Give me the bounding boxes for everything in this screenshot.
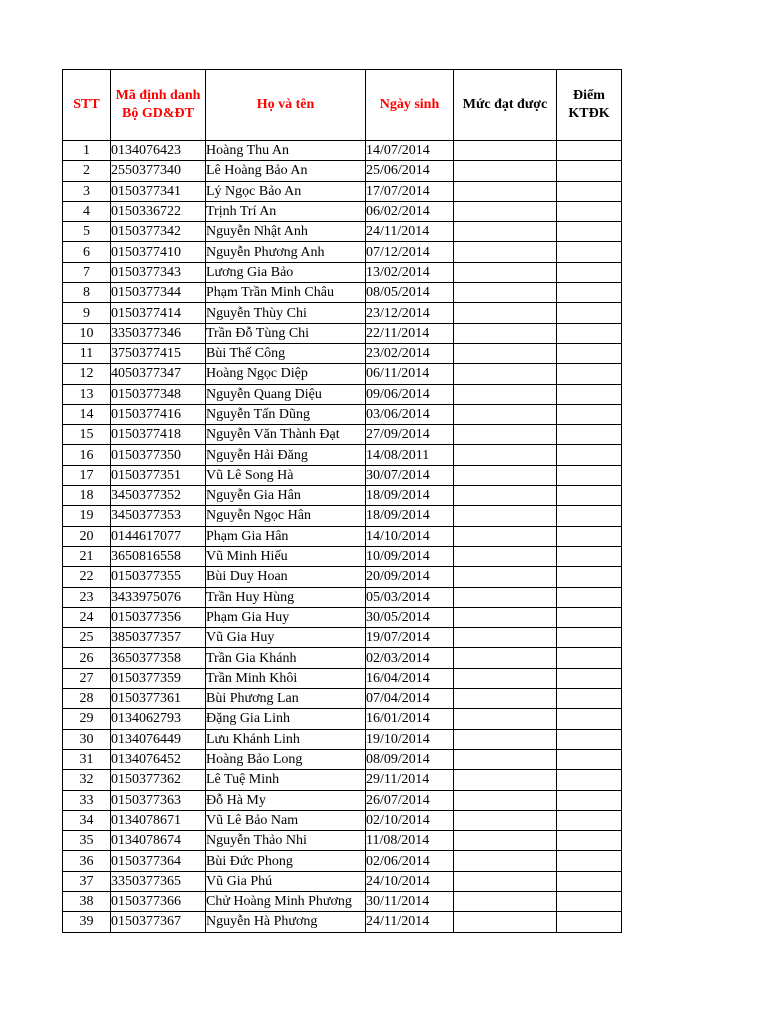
row-achievement-level-cell[interactable]: [454, 486, 557, 506]
row-full-name: Lê Hoàng Bảo An: [206, 161, 366, 181]
row-achievement-level-cell[interactable]: [454, 790, 557, 810]
row-full-name: Nguyễn Phương Anh: [206, 242, 366, 262]
row-full-name: Bùi Thế Công: [206, 343, 366, 363]
row-birth-date: 09/06/2014: [366, 384, 454, 404]
table-row: [63, 709, 622, 729]
row-stt: 21: [63, 546, 111, 566]
row-stt: 28: [63, 689, 111, 709]
row-score-cell[interactable]: [557, 912, 622, 932]
row-birth-date: 14/07/2014: [366, 141, 454, 161]
row-stt: 20: [63, 526, 111, 546]
row-stt: 22: [63, 567, 111, 587]
row-achievement-level-cell[interactable]: [454, 810, 557, 830]
row-stt: 30: [63, 729, 111, 749]
row-student-id: 0134078674: [111, 831, 206, 851]
row-stt: 33: [63, 790, 111, 810]
table-row: [63, 201, 622, 221]
row-achievement-level-cell[interactable]: [454, 242, 557, 262]
row-birth-date: 29/11/2014: [366, 770, 454, 790]
row-birth-date: 02/10/2014: [366, 810, 454, 830]
row-student-id: 0150377344: [111, 283, 206, 303]
table-row: [63, 628, 622, 648]
row-student-id: 3450377353: [111, 506, 206, 526]
row-stt: 3: [63, 181, 111, 201]
row-birth-date: 02/06/2014: [366, 851, 454, 871]
row-score-cell[interactable]: [557, 709, 622, 729]
row-achievement-level-cell[interactable]: [454, 689, 557, 709]
row-birth-date: 24/11/2014: [366, 222, 454, 242]
row-achievement-level-cell[interactable]: [454, 749, 557, 769]
table-row: [63, 749, 622, 769]
table-row: [63, 323, 622, 343]
row-student-id: 0150377343: [111, 262, 206, 282]
table-row: [63, 506, 622, 526]
row-achievement-level-cell[interactable]: [454, 181, 557, 201]
row-score-cell[interactable]: [557, 343, 622, 363]
row-stt: 18: [63, 486, 111, 506]
table-row: [63, 404, 622, 424]
row-student-id: 0134076423: [111, 141, 206, 161]
row-student-id: 3350377346: [111, 323, 206, 343]
row-full-name: Nguyễn Nhật Anh: [206, 222, 366, 242]
row-birth-date: 06/02/2014: [366, 201, 454, 221]
header-score: [557, 70, 622, 141]
header-student-id-line2: Bộ GD&ĐT: [122, 106, 194, 121]
row-birth-date: 30/05/2014: [366, 607, 454, 627]
row-score-cell[interactable]: [557, 587, 622, 607]
row-score-cell[interactable]: [557, 486, 622, 506]
row-student-id: 0150377361: [111, 689, 206, 709]
row-student-id: 0150377362: [111, 770, 206, 790]
row-achievement-level-cell[interactable]: [454, 262, 557, 282]
row-student-id: 0150377363: [111, 790, 206, 810]
table-row: [63, 607, 622, 627]
row-stt: 31: [63, 749, 111, 769]
row-achievement-level-cell[interactable]: [454, 364, 557, 384]
row-achievement-level-cell[interactable]: [454, 668, 557, 688]
row-student-id: 0150377414: [111, 303, 206, 323]
row-student-id: 0144617077: [111, 526, 206, 546]
row-student-id: 2550377340: [111, 161, 206, 181]
row-achievement-level-cell[interactable]: [454, 303, 557, 323]
row-full-name: Lưu Khánh Linh: [206, 729, 366, 749]
row-stt: 7: [63, 262, 111, 282]
row-score-cell[interactable]: [557, 506, 622, 526]
row-full-name: Nguyễn Gia Hân: [206, 486, 366, 506]
row-student-id: 0134076449: [111, 729, 206, 749]
row-birth-date: 24/10/2014: [366, 871, 454, 891]
row-achievement-level-cell[interactable]: [454, 709, 557, 729]
header-full-name: Họ và tên: [206, 70, 366, 141]
row-stt: 34: [63, 810, 111, 830]
row-score-cell[interactable]: [557, 181, 622, 201]
row-student-id: 0150377350: [111, 445, 206, 465]
row-full-name: Nguyễn Tấn Dũng: [206, 404, 366, 424]
row-score-cell[interactable]: [557, 689, 622, 709]
row-achievement-level-cell[interactable]: [454, 587, 557, 607]
row-score-cell[interactable]: [557, 262, 622, 282]
row-score-cell[interactable]: [557, 891, 622, 911]
row-achievement-level-cell[interactable]: [454, 201, 557, 221]
row-birth-date: 05/03/2014: [366, 587, 454, 607]
table-row: [63, 303, 622, 323]
row-full-name: Đỗ Hà My: [206, 790, 366, 810]
row-student-id: 0150377348: [111, 384, 206, 404]
table-row: [63, 343, 622, 363]
row-birth-date: 30/07/2014: [366, 465, 454, 485]
row-birth-date: 17/07/2014: [366, 181, 454, 201]
table-row: [63, 242, 622, 262]
row-birth-date: 27/09/2014: [366, 425, 454, 445]
row-full-name: Bùi Duy Hoan: [206, 567, 366, 587]
row-stt: 8: [63, 283, 111, 303]
row-student-id: 0150377359: [111, 668, 206, 688]
row-student-id: 3650377358: [111, 648, 206, 668]
row-achievement-level-cell[interactable]: [454, 567, 557, 587]
row-achievement-level-cell[interactable]: [454, 546, 557, 566]
row-birth-date: 18/09/2014: [366, 506, 454, 526]
table-row: [63, 851, 622, 871]
row-full-name: Vũ Lê Bảo Nam: [206, 810, 366, 830]
row-full-name: Đặng Gia Linh: [206, 709, 366, 729]
row-stt: 16: [63, 445, 111, 465]
row-student-id: 0150377418: [111, 425, 206, 445]
row-full-name: Nguyễn Ngọc Hân: [206, 506, 366, 526]
row-achievement-level-cell[interactable]: [454, 831, 557, 851]
row-birth-date: 08/09/2014: [366, 749, 454, 769]
row-student-id: 0150377410: [111, 242, 206, 262]
row-score-cell[interactable]: [557, 141, 622, 161]
row-stt: 39: [63, 912, 111, 932]
row-achievement-level-cell[interactable]: [454, 404, 557, 424]
table-row: [63, 587, 622, 607]
row-full-name: Nguyễn Hải Đăng: [206, 445, 366, 465]
row-achievement-level-cell[interactable]: [454, 770, 557, 790]
row-birth-date: 07/12/2014: [366, 242, 454, 262]
table-row: [63, 689, 622, 709]
table-row: [63, 364, 622, 384]
row-achievement-level-cell[interactable]: [454, 222, 557, 242]
header-student-id-line1: Mã định danh: [115, 88, 201, 103]
table-row: [63, 465, 622, 485]
table-row: [63, 546, 622, 566]
table-row: [63, 648, 622, 668]
table-row: [63, 526, 622, 546]
row-student-id: 3650816558: [111, 546, 206, 566]
table-row: [63, 729, 622, 749]
row-achievement-level-cell[interactable]: [454, 425, 557, 445]
row-score-cell[interactable]: [557, 384, 622, 404]
row-stt: 32: [63, 770, 111, 790]
row-student-id: 0150377364: [111, 851, 206, 871]
table-row: [63, 831, 622, 851]
table-row: [63, 871, 622, 891]
header-achievement-level: Mức đạt được: [454, 70, 557, 141]
row-full-name: Nguyễn Thảo Nhi: [206, 831, 366, 851]
row-full-name: Phạm Trần Minh Châu: [206, 283, 366, 303]
row-student-id: 0150377416: [111, 404, 206, 424]
row-score-cell[interactable]: [557, 810, 622, 830]
row-birth-date: 16/01/2014: [366, 709, 454, 729]
row-achievement-level-cell[interactable]: [454, 465, 557, 485]
table-row: [63, 445, 622, 465]
row-score-cell[interactable]: [557, 790, 622, 810]
row-achievement-level-cell[interactable]: [454, 506, 557, 526]
table-row: [63, 810, 622, 830]
row-stt: 13: [63, 384, 111, 404]
row-achievement-level-cell[interactable]: [454, 628, 557, 648]
row-achievement-level-cell[interactable]: [454, 161, 557, 181]
row-full-name: Trần Gia Khánh: [206, 648, 366, 668]
row-score-cell[interactable]: [557, 831, 622, 851]
row-birth-date: 26/07/2014: [366, 790, 454, 810]
row-full-name: Phạm Gia Huy: [206, 607, 366, 627]
row-full-name: Bùi Phương Lan: [206, 689, 366, 709]
row-birth-date: 20/09/2014: [366, 567, 454, 587]
header-row: [63, 70, 622, 141]
table-row: [63, 384, 622, 404]
row-stt: 17: [63, 465, 111, 485]
row-stt: 26: [63, 648, 111, 668]
row-student-id: 0150377351: [111, 465, 206, 485]
row-student-id: 0134078671: [111, 810, 206, 830]
row-stt: 12: [63, 364, 111, 384]
row-birth-date: 19/07/2014: [366, 628, 454, 648]
row-stt: 35: [63, 831, 111, 851]
row-full-name: Trần Huy Hùng: [206, 587, 366, 607]
row-student-id: 3450377352: [111, 486, 206, 506]
row-full-name: Trần Minh Khôi: [206, 668, 366, 688]
row-score-cell[interactable]: [557, 222, 622, 242]
row-student-id: 3850377357: [111, 628, 206, 648]
table-row: [63, 283, 622, 303]
row-achievement-level-cell[interactable]: [454, 343, 557, 363]
row-stt: 36: [63, 851, 111, 871]
row-score-cell[interactable]: [557, 749, 622, 769]
row-stt: 24: [63, 607, 111, 627]
table-row: [63, 161, 622, 181]
row-student-id: 4050377347: [111, 364, 206, 384]
row-stt: 11: [63, 343, 111, 363]
row-score-cell[interactable]: [557, 283, 622, 303]
table-row: [63, 425, 622, 445]
table-row: [63, 141, 622, 161]
row-full-name: Chử Hoàng Minh Phương: [206, 891, 366, 911]
row-score-cell[interactable]: [557, 729, 622, 749]
table-row: [63, 790, 622, 810]
row-student-id: 0150377366: [111, 891, 206, 911]
row-score-cell[interactable]: [557, 648, 622, 668]
row-birth-date: 13/02/2014: [366, 262, 454, 282]
row-full-name: Vũ Gia Huy: [206, 628, 366, 648]
student-roster-table: [62, 69, 622, 933]
row-achievement-level-cell[interactable]: [454, 283, 557, 303]
row-student-id: 0150377355: [111, 567, 206, 587]
row-full-name: Nguyễn Quang Diệu: [206, 384, 366, 404]
row-full-name: Nguyễn Văn Thành Đạt: [206, 425, 366, 445]
row-birth-date: 07/04/2014: [366, 689, 454, 709]
header-stt: STT: [63, 70, 111, 141]
row-achievement-level-cell[interactable]: [454, 729, 557, 749]
row-student-id: 3750377415: [111, 343, 206, 363]
row-stt: 2: [63, 161, 111, 181]
table-row: [63, 567, 622, 587]
row-full-name: Phạm Gia Hân: [206, 526, 366, 546]
row-achievement-level-cell[interactable]: [454, 526, 557, 546]
row-stt: 1: [63, 141, 111, 161]
header-score-line1: Điểm: [573, 88, 605, 103]
row-full-name: Nguyễn Hà Phương: [206, 912, 366, 932]
row-full-name: Hoàng Thu An: [206, 141, 366, 161]
row-score-cell[interactable]: [557, 770, 622, 790]
row-score-cell[interactable]: [557, 851, 622, 871]
row-student-id: 3433975076: [111, 587, 206, 607]
row-achievement-level-cell[interactable]: [454, 851, 557, 871]
row-score-cell[interactable]: [557, 628, 622, 648]
row-achievement-level-cell[interactable]: [454, 445, 557, 465]
row-stt: 37: [63, 871, 111, 891]
row-stt: 38: [63, 891, 111, 911]
row-birth-date: 11/08/2014: [366, 831, 454, 851]
row-score-cell[interactable]: [557, 425, 622, 445]
table-row: [63, 912, 622, 932]
row-birth-date: 02/03/2014: [366, 648, 454, 668]
header-birth-date: Ngày sinh: [366, 70, 454, 141]
row-score-cell[interactable]: [557, 161, 622, 181]
row-score-cell[interactable]: [557, 404, 622, 424]
row-stt: 9: [63, 303, 111, 323]
row-full-name: Vũ Minh Hiếu: [206, 546, 366, 566]
row-birth-date: 25/06/2014: [366, 161, 454, 181]
row-achievement-level-cell[interactable]: [454, 871, 557, 891]
row-birth-date: 22/11/2014: [366, 323, 454, 343]
row-score-cell[interactable]: [557, 871, 622, 891]
row-full-name: Lê Tuệ Minh: [206, 770, 366, 790]
row-student-id: 0134076452: [111, 749, 206, 769]
row-score-cell[interactable]: [557, 323, 622, 343]
row-full-name: Vũ Lê Song Hà: [206, 465, 366, 485]
table-row: [63, 891, 622, 911]
roster-body: [63, 141, 622, 933]
row-birth-date: 23/02/2014: [366, 343, 454, 363]
row-birth-date: 24/11/2014: [366, 912, 454, 932]
row-stt: 15: [63, 425, 111, 445]
row-full-name: Lý Ngọc Bảo An: [206, 181, 366, 201]
row-full-name: Lương Gia Bảo: [206, 262, 366, 282]
row-birth-date: 18/09/2014: [366, 486, 454, 506]
row-stt: 5: [63, 222, 111, 242]
row-score-cell[interactable]: [557, 546, 622, 566]
row-birth-date: 08/05/2014: [366, 283, 454, 303]
row-birth-date: 19/10/2014: [366, 729, 454, 749]
header-student-id: [111, 70, 206, 141]
row-achievement-level-cell[interactable]: [454, 141, 557, 161]
row-score-cell[interactable]: [557, 567, 622, 587]
row-score-cell[interactable]: [557, 364, 622, 384]
row-student-id: 0150336722: [111, 201, 206, 221]
row-birth-date: 23/12/2014: [366, 303, 454, 323]
row-birth-date: 10/09/2014: [366, 546, 454, 566]
row-achievement-level-cell[interactable]: [454, 648, 557, 668]
row-student-id: 0150377342: [111, 222, 206, 242]
row-score-cell[interactable]: [557, 201, 622, 221]
row-stt: 4: [63, 201, 111, 221]
row-student-id: 0150377367: [111, 912, 206, 932]
table-row: [63, 668, 622, 688]
row-score-cell[interactable]: [557, 526, 622, 546]
row-score-cell[interactable]: [557, 303, 622, 323]
row-achievement-level-cell[interactable]: [454, 607, 557, 627]
row-score-cell[interactable]: [557, 465, 622, 485]
row-full-name: Trịnh Trí An: [206, 201, 366, 221]
row-birth-date: 03/06/2014: [366, 404, 454, 424]
row-stt: 10: [63, 323, 111, 343]
table-row: [63, 181, 622, 201]
row-achievement-level-cell[interactable]: [454, 891, 557, 911]
row-stt: 27: [63, 668, 111, 688]
row-student-id: 0150377356: [111, 607, 206, 627]
header-score-line2: KTĐK: [568, 106, 610, 121]
row-achievement-level-cell[interactable]: [454, 384, 557, 404]
row-stt: 23: [63, 587, 111, 607]
row-score-cell[interactable]: [557, 607, 622, 627]
row-student-id: 0134062793: [111, 709, 206, 729]
row-student-id: 0150377341: [111, 181, 206, 201]
row-achievement-level-cell[interactable]: [454, 323, 557, 343]
row-stt: 6: [63, 242, 111, 262]
row-stt: 25: [63, 628, 111, 648]
table-row: [63, 262, 622, 282]
table-row: [63, 770, 622, 790]
row-full-name: Trần Đỗ Tùng Chi: [206, 323, 366, 343]
row-stt: 19: [63, 506, 111, 526]
row-full-name: Hoàng Bảo Long: [206, 749, 366, 769]
row-full-name: Nguyễn Thùy Chi: [206, 303, 366, 323]
row-score-cell[interactable]: [557, 242, 622, 262]
row-full-name: Bùi Đức Phong: [206, 851, 366, 871]
row-score-cell[interactable]: [557, 445, 622, 465]
row-stt: 29: [63, 709, 111, 729]
row-birth-date: 14/10/2014: [366, 526, 454, 546]
row-student-id: 3350377365: [111, 871, 206, 891]
row-stt: 14: [63, 404, 111, 424]
row-full-name: Hoàng Ngọc Diệp: [206, 364, 366, 384]
row-birth-date: 14/08/2011: [366, 445, 454, 465]
row-full-name: Vũ Gia Phú: [206, 871, 366, 891]
row-birth-date: 16/04/2014: [366, 668, 454, 688]
row-score-cell[interactable]: [557, 668, 622, 688]
table-row: [63, 486, 622, 506]
row-achievement-level-cell[interactable]: [454, 912, 557, 932]
row-birth-date: 30/11/2014: [366, 891, 454, 911]
table-row: [63, 222, 622, 242]
row-birth-date: 06/11/2014: [366, 364, 454, 384]
